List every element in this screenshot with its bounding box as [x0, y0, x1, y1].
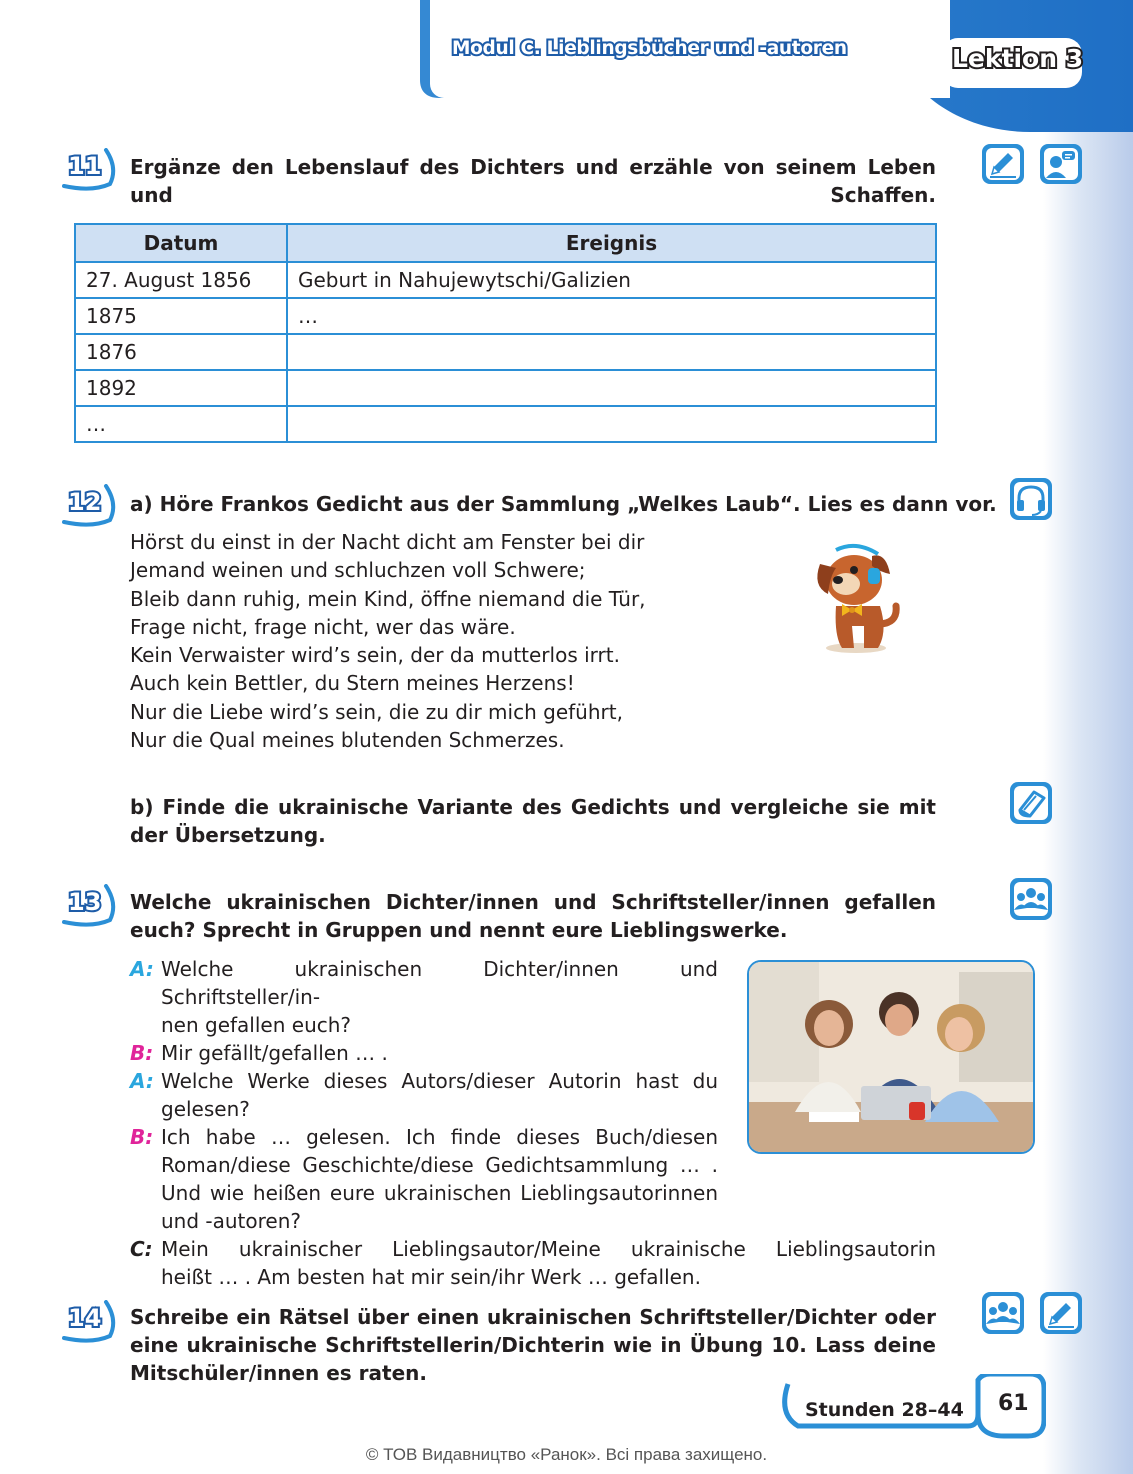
cell-datum: 27. August 1856: [75, 262, 287, 298]
exercise-12a-instruction: a) Höre Frankos Gedicht aus der Sammlung „Welkes Laub“. Lies es dann vor.: [130, 492, 997, 516]
cell-datum: 1875: [75, 298, 287, 334]
exercise-12b-instruction: b) Finde die ukrainische Variante des Gedichts und vergleiche sie mit der Übersetzung.: [130, 795, 936, 847]
poem-line: Auch kein Bettler, du Stern meines Herzens!: [130, 671, 575, 696]
lebenslauf-table: [74, 223, 937, 443]
dialog-text: heißt … . Am besten hat mir sein/ihr Werk … gefallen.: [161, 1265, 701, 1289]
table-row: [75, 334, 936, 370]
cell-ereignis: [287, 406, 936, 442]
dialog-text: und -autoren?: [161, 1209, 302, 1233]
dialog-text: Ich habe … gelesen. Ich finde dieses Buch/diesen: [161, 1125, 718, 1149]
cell-datum: 1876: [75, 334, 287, 370]
dialog-text: Mir gefällt/gefallen … .: [161, 1041, 388, 1065]
pencil-icon: [980, 142, 1026, 186]
speaker-b: B:: [130, 1125, 154, 1149]
header-ereignis: Ereignis: [287, 224, 936, 262]
speaker-c: C:: [130, 1237, 153, 1261]
speech-person-icon: [1038, 142, 1084, 186]
dialog-text: nen gefallen euch?: [161, 1013, 352, 1037]
poem-line: Nur die Liebe wird’s sein, die zu dir mich geführt,: [130, 699, 623, 724]
poem-line: Frage nicht, frage nicht, wer das wäre.: [130, 614, 516, 639]
speaker-a: A:: [130, 957, 154, 981]
table-header-row: [75, 224, 936, 262]
exercise-number-12: 12: [62, 484, 122, 528]
cell-datum: 1892: [75, 370, 287, 406]
cell-ereignis: [287, 370, 936, 406]
cell-datum: …: [75, 406, 287, 442]
poem-line: Jemand weinen und schluchzen voll Schwere;: [130, 558, 586, 583]
lektion-title: Lektion 3: [952, 44, 1084, 73]
poem-line: Nur die Qual meines blutenden Schmerzes.: [130, 728, 565, 753]
header-datum: Datum: [75, 224, 287, 262]
poem-line: Hörst du einst in der Nacht dicht am Fenster bei dir: [130, 530, 645, 554]
exercise-number-14: 14: [62, 1300, 122, 1344]
poem-line: Bleib dann ruhig, mein Kind, öffne niemand die Tür,: [130, 586, 646, 611]
poem: [130, 528, 646, 754]
cell-ereignis: …: [287, 298, 936, 334]
group-icon: [1008, 876, 1054, 922]
exercise-11-instruction: Ergänze den Lebenslauf des Dichters und erzähle von seinem Leben und Schaffen.: [130, 155, 936, 207]
dialog-text: gelesen?: [161, 1097, 250, 1121]
page-side-gradient: [1043, 0, 1133, 1474]
dialog-line-c1: [130, 1235, 936, 1291]
cell-ereignis: Geburt in Nahujewytschi/Galizien: [287, 262, 936, 298]
table-row: [75, 370, 936, 406]
table-row: [75, 406, 936, 442]
modul-title: Modul C. Lieblingsbücher und -autoren: [452, 38, 847, 59]
group-icon: [980, 1290, 1026, 1336]
dialog-text: Und wie heißen eure ukrainischen Lieblingsautorinnen: [161, 1181, 718, 1205]
exercise-number-11: 11: [62, 148, 122, 192]
table-row: [75, 298, 936, 334]
exercise-number-13: 13: [62, 884, 122, 928]
students-photo: [747, 960, 1035, 1154]
dialog-text: Welche ukrainischen Dichter/innen und Schriftsteller/in-: [161, 957, 718, 1009]
stunden-label: Stunden 28–44: [805, 1399, 964, 1421]
copyright: © ТОВ Видавництво «Ранок». Всі права захищено.: [365, 1445, 768, 1464]
headphones-icon: [1008, 476, 1054, 522]
dog-illustration: [806, 536, 906, 656]
pencil-icon: [1038, 1290, 1084, 1336]
table-row: [75, 262, 936, 298]
cell-ereignis: [287, 334, 936, 370]
dialog-text: Welche Werke dieses Autors/dieser Autorin hast du: [161, 1069, 718, 1093]
exercise-13-instruction: Welche ukrainischen Dichter/innen und Schriftsteller/innen gefallen euch? Sprecht in Gruppen und nennt eure Lieblingswerke.: [130, 890, 936, 942]
speaker-b: B:: [130, 1041, 154, 1065]
page-number: 61: [998, 1391, 1029, 1416]
speaker-a: A:: [130, 1069, 154, 1093]
exercise-14-instruction: Schreibe ein Rätsel über einen ukrainischen Schriftsteller/Dichter oder eine ukrainische Schriftstellerin/Dichterin wie in Übung 10. Lass deine Mitschüler/innen es raten.: [130, 1305, 936, 1385]
book-icon: [1008, 780, 1054, 826]
dialog-text: Roman/diese Geschichte/diese Gedichtsammlung … .: [161, 1153, 718, 1177]
poem-line: Kein Verwaister wird’s sein, der da mutterlos irrt.: [130, 643, 620, 668]
dialog-text: Mein ukrainischer Lieblingsautor/Meine ukrainische Lieblingsautorin: [161, 1237, 936, 1261]
